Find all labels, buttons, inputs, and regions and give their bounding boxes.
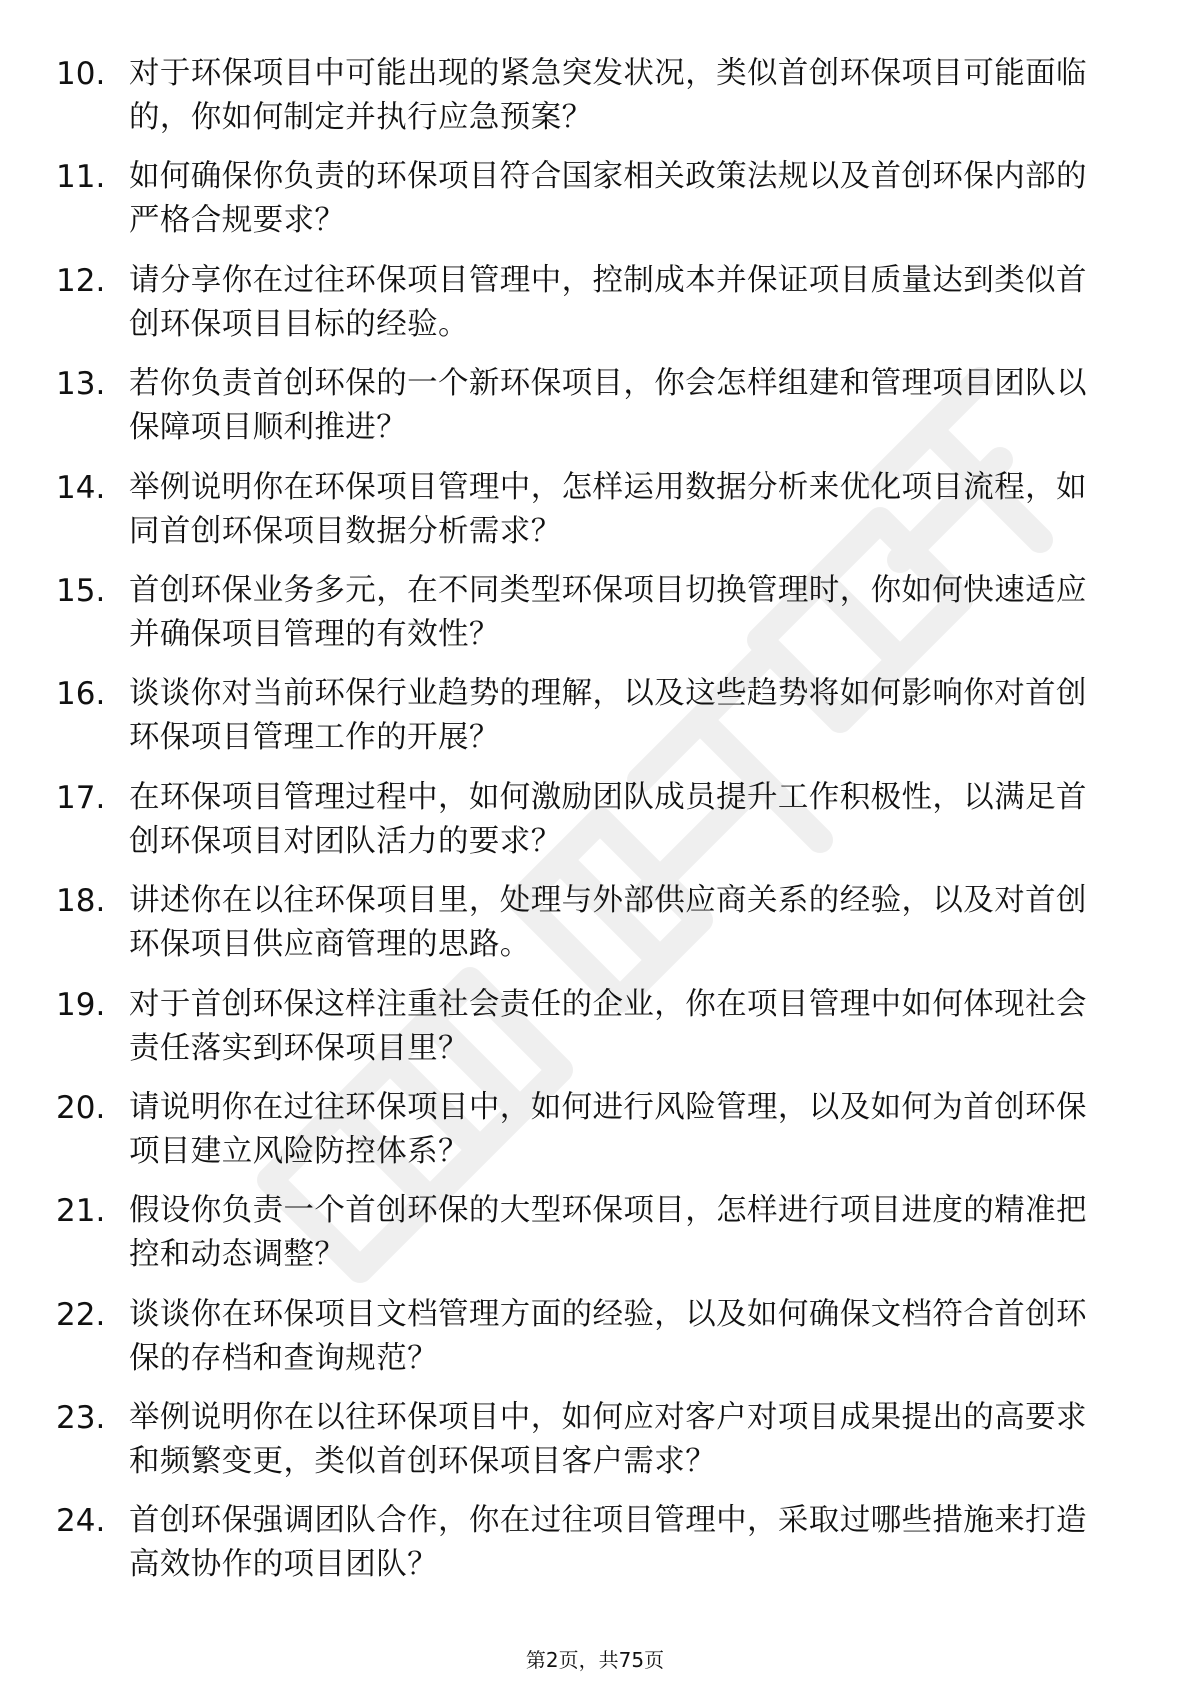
question-number: 10. xyxy=(56,56,106,92)
question-item xyxy=(0,1499,1190,1602)
question-number: 16. xyxy=(56,676,106,713)
question-item xyxy=(0,1189,1190,1292)
question-item xyxy=(0,362,1190,465)
question-text: 请分享你在过往环保项目管理中，控制成本并保证项目质量达到类似首创环保项目目标的经验。 xyxy=(129,262,1087,342)
question-item xyxy=(0,569,1190,672)
question-item xyxy=(0,1086,1190,1189)
question-number: 21. xyxy=(56,1193,106,1230)
question-text: 谈谈你对当前环保行业趋势的理解，以及这些趋势将如何影响你对首创环保项目管理工作的开展？ xyxy=(129,676,1087,756)
question-item xyxy=(0,259,1190,362)
question-number: 12. xyxy=(56,262,106,299)
question-number: 20. xyxy=(56,1089,106,1126)
question-text: 如何确保你负责的环保项目符合国家相关政策法规以及首创环保内部的严格合规要求？ xyxy=(129,159,1087,239)
question-text: 在环保项目管理过程中，如何激励团队成员提升工作积极性，以满足首创环保项目对团队活力的要求？ xyxy=(129,779,1087,859)
question-item xyxy=(0,776,1190,879)
question-text: 若你负责首创环保的一个新环保项目，你会怎样组建和管理项目团队以保障项目顺利推进？ xyxy=(129,366,1087,446)
question-number: 24. xyxy=(56,1503,106,1540)
question-text: 首创环保业务多元，在不同类型环保项目切换管理时，你如何快速适应并确保项目管理的有效性？ xyxy=(129,572,1087,652)
question-text: 首创环保强调团队合作，你在过往项目管理中，采取过哪些措施来打造高效协作的项目团队？ xyxy=(129,1503,1087,1583)
question-text: 请说明你在过往环保项目中，如何进行风险管理，以及如何为首创环保项目建立风险防控体系？ xyxy=(129,1089,1087,1169)
question-number: 18. xyxy=(56,883,106,920)
question-number: 22. xyxy=(56,1296,106,1333)
question-item xyxy=(0,155,1190,258)
question-number: 14. xyxy=(56,469,106,506)
question-text: 举例说明你在环保项目管理中，怎样运用数据分析来优化项目流程，如同首创环保项目数据分析需求？ xyxy=(129,469,1087,549)
question-number: 17. xyxy=(56,779,106,816)
question-item xyxy=(0,466,1190,569)
question-number: 23. xyxy=(56,1400,106,1437)
question-text: 谈谈你在环保项目文档管理方面的经验，以及如何确保文档符合首创环保的存档和查询规范？ xyxy=(129,1296,1087,1376)
question-number: 19. xyxy=(56,986,106,1023)
question-item xyxy=(0,52,1190,155)
question-item xyxy=(0,983,1190,1086)
question-item xyxy=(0,879,1190,982)
question-text: 对于环保项目中可能出现的紧急突发状况，类似首创环保项目可能面临的，你如何制定并执行应急预案？ xyxy=(129,56,1087,135)
question-text: 对于首创环保这样注重社会责任的企业，你在项目管理中如何体现社会责任落实到环保项目里？ xyxy=(129,986,1087,1066)
question-list xyxy=(0,52,1190,1603)
question-text: 假设你负责一个首创环保的大型环保项目，怎样进行项目进度的精准把控和动态调整？ xyxy=(129,1193,1087,1273)
question-text: 举例说明你在以往环保项目中，如何应对客户对项目成果提出的高要求和频繁变更，类似首创环保项目客户需求？ xyxy=(129,1400,1087,1480)
question-number: 15. xyxy=(56,572,106,609)
question-text: 讲述你在以往环保项目里，处理与外部供应商关系的经验，以及对首创环保项目供应商管理的思路。 xyxy=(129,883,1087,963)
question-item xyxy=(0,1293,1190,1396)
page-number-footer: 第2页，共75页 xyxy=(525,1648,665,1672)
question-number: 11. xyxy=(56,159,106,196)
question-number: 13. xyxy=(56,366,106,403)
question-item xyxy=(0,672,1190,775)
question-item xyxy=(0,1396,1190,1499)
